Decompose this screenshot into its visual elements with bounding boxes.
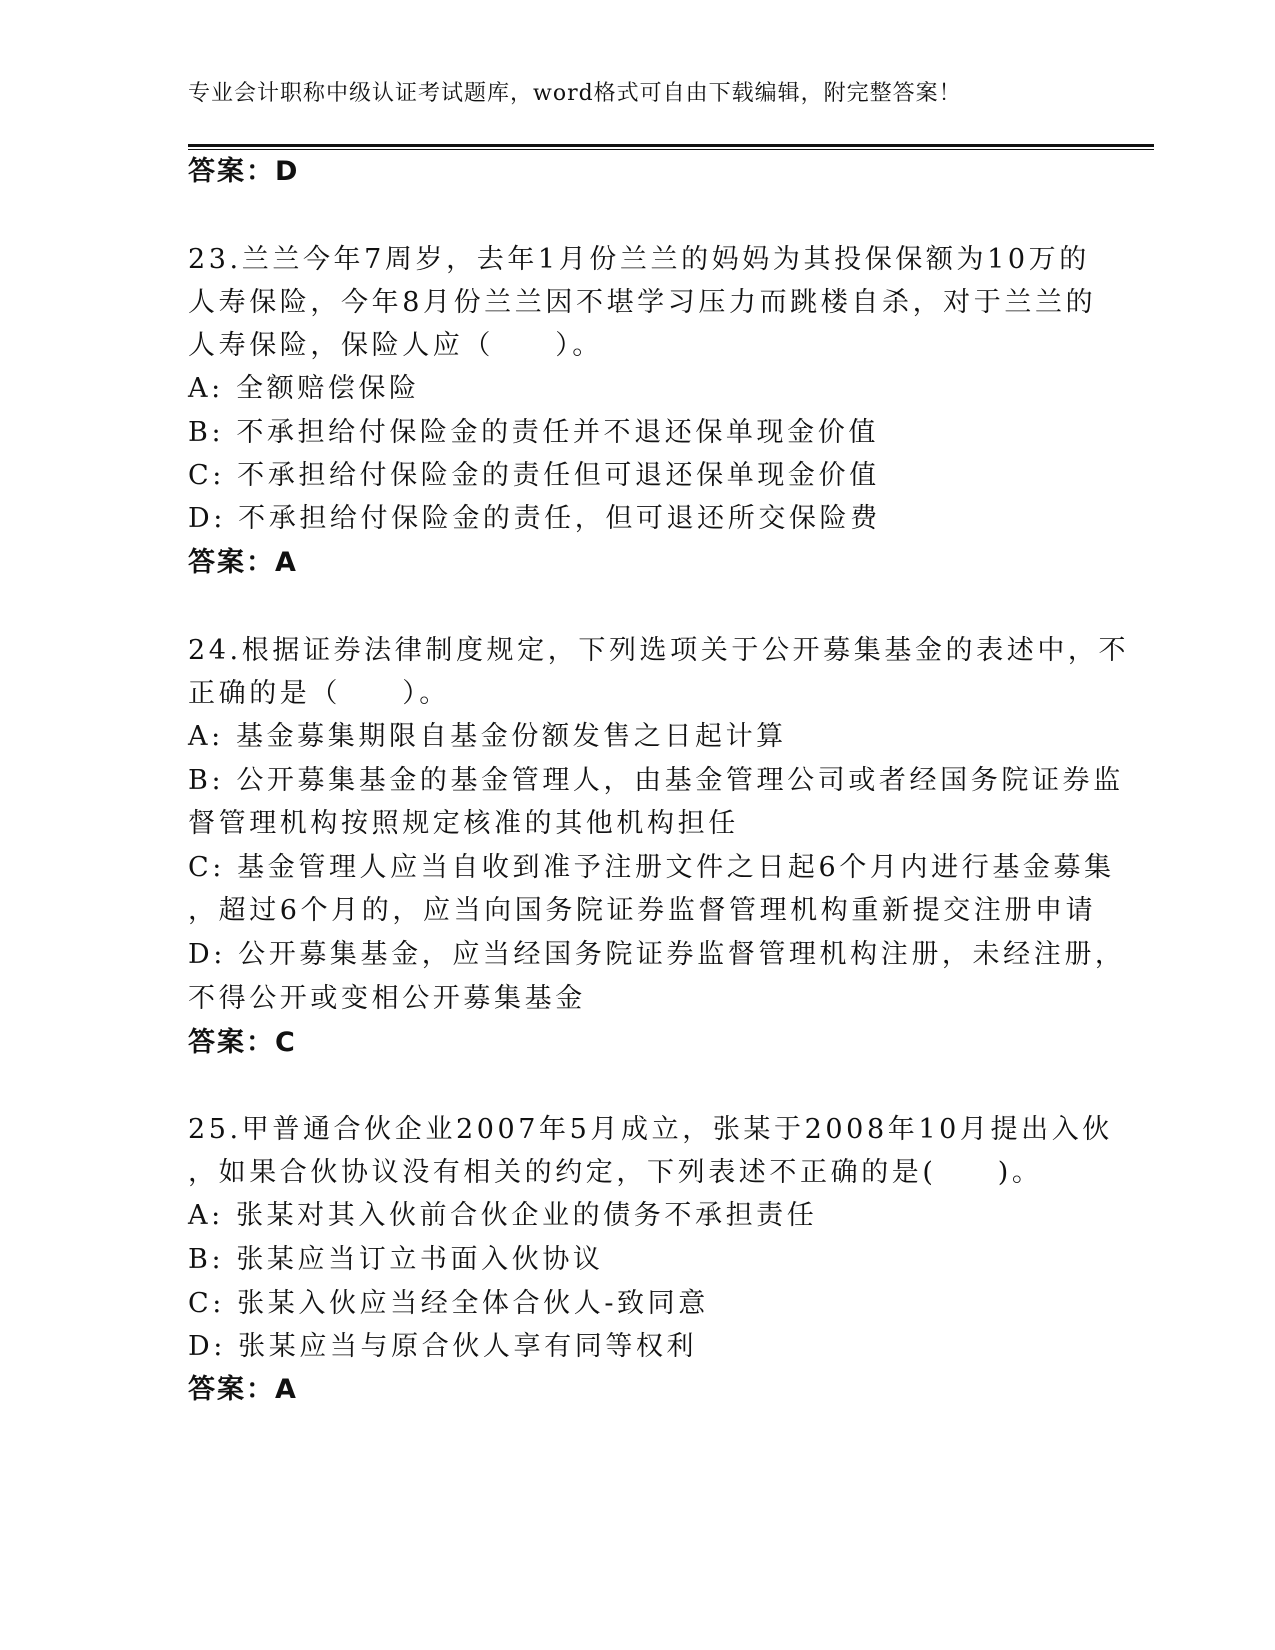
question-25-answer: 答案：A <box>188 1374 298 1405</box>
question-25-option-d: D: 张某应当与原合伙人享有同等权利 <box>188 1331 698 1362</box>
page-header: 专业会计职称中级认证考试题库，word格式可自由下载编辑，附完整答案！ <box>188 81 962 106</box>
question-25-option-c: C: 张某入伙应当经全体合伙人-致同意 <box>188 1288 709 1319</box>
question-23-option-b: B: 不承担给付保险金的责任并不退还保单现金价值 <box>188 417 879 448</box>
question-23-option-d: D: 不承担给付保险金的责任，但可退还所交保险费 <box>188 503 881 534</box>
question-24-stem-line-1: 24.根据证券法律制度规定，下列选项关于公开募集基金的表述中，不 <box>188 635 1130 666</box>
question-24-option-d-line-1: D: 公开募集基金，应当经国务院证券监督管理机构注册，未经注册， <box>188 939 1126 970</box>
answer-prev: 答案：D <box>188 156 300 187</box>
question-23-stem-line-1: 23.兰兰今年7周岁，去年1月份兰兰的妈妈为其投保保额为10万的 <box>188 244 1090 275</box>
question-23-stem-line-3: 人寿保险，保险人应（ ）。 <box>188 330 603 361</box>
question-24-option-c-line-2: ，超过6个月的，应当向国务院证券监督管理机构重新提交注册申请 <box>188 895 1097 926</box>
question-24-option-a: A: 基金募集期限自基金份额发售之日起计算 <box>188 721 787 752</box>
question-23-answer: 答案：A <box>188 547 298 578</box>
question-23-option-a: A: 全额赔偿保险 <box>188 373 420 404</box>
question-24-option-c-line-1: C: 基金管理人应当自收到准予注册文件之日起6个月内进行基金募集 <box>188 852 1115 883</box>
question-24-option-b-line-2: 督管理机构按照规定核准的其他机构担任 <box>188 808 739 839</box>
question-24-option-d-line-2: 不得公开或变相公开募集基金 <box>188 983 586 1014</box>
question-24-option-b-line-1: B: 公开募集基金的基金管理人，由基金管理公司或者经国务院证券监 <box>188 765 1124 796</box>
question-25-stem-line-2: ，如果合伙协议没有相关的约定，下列表述不正确的是( )。 <box>188 1157 1043 1188</box>
question-24-answer: 答案：C <box>188 1027 297 1058</box>
question-25-option-b: B: 张某应当订立书面入伙协议 <box>188 1244 604 1275</box>
header-divider <box>188 144 1154 150</box>
question-25-stem-line-1: 25.甲普通合伙企业2007年5月成立，张某于2008年10月提出入伙 <box>188 1114 1113 1145</box>
question-23-stem-line-2: 人寿保险，今年8月份兰兰因不堪学习压力而跳楼自杀，对于兰兰的 <box>188 287 1097 318</box>
question-24-stem-line-2: 正确的是（ ）。 <box>188 678 450 709</box>
question-23-option-c: C: 不承担给付保险金的责任但可退还保单现金价值 <box>188 460 880 491</box>
question-25-option-a: A: 张某对其入伙前合伙企业的债务不承担责任 <box>188 1200 818 1231</box>
